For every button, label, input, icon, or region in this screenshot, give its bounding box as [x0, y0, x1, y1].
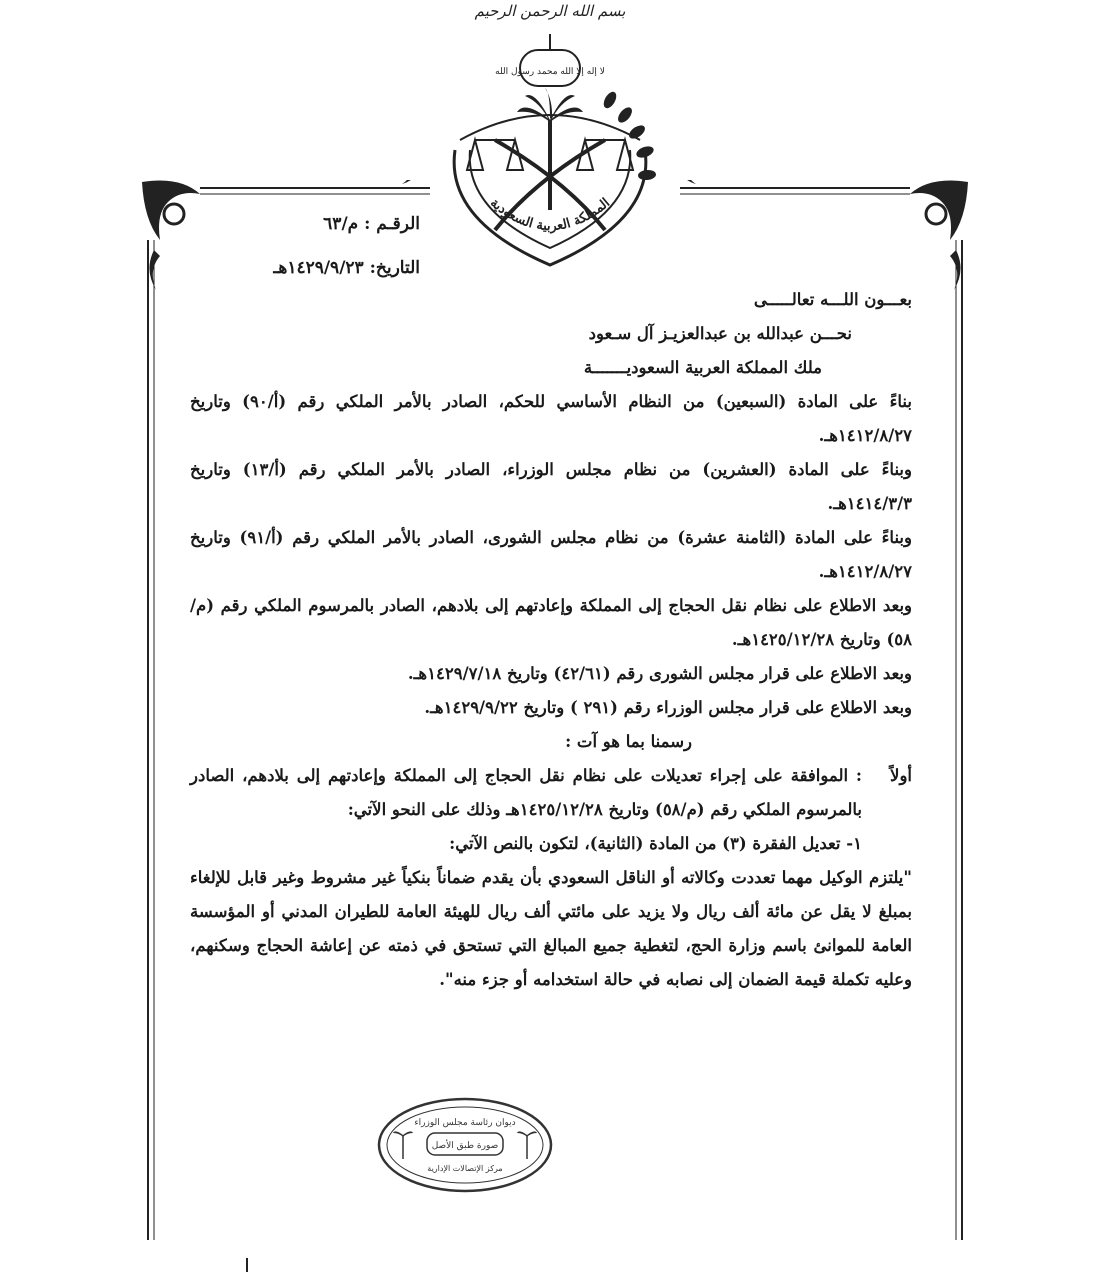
margin-tick — [246, 1258, 248, 1272]
emblem-top-text: لا إله إلا الله محمد رسول الله — [495, 67, 605, 77]
stamp-line-2: صورة طبق الأصل — [431, 1141, 499, 1151]
paragraph-3: وبناءً على المادة (الثامنة عشرة) من نظام مجلس الشورى، الصادر بالأمر الملكي رقم (أ/٩١) وتاريخ ١٤١٢/٨/٢٧هـ. — [190, 528, 912, 581]
kingdom-emblem — [425, 30, 675, 270]
paragraph-6: وبعد الاطلاع على قرار مجلس الوزراء رقم (٢٩١ ) وتاريخ ١٤٢٩/٩/٢٢هـ. — [424, 698, 912, 717]
sub-item-1: ١- تعديل الفقرة (٣) من المادة (الثانية)، لتكون بالنص الآتي: — [449, 834, 862, 853]
quoted-text: "يلتزم الوكيل مهما تعددت وكالاته أو الناقل السعودي بأن يقدم ضماناً بنكياً غير مشروط وغير قابل للإلغاء بمبلغ لا يقل عن مائة ألف ريال ولا يزيد على مائتي ألف ريال للهيئة العامة للطيران المدني أو المؤسسة العامة للموانئ باسم وزارة الحج، لتغطية جميع المبالغ التي تستحق في ذمته عن إعاشة الحجاج وسكنهم، وعليه تكملة قيمة الضمان إلى نصابه في حالة استخدامه أو جزء منه". — [190, 868, 912, 989]
item-first-text — [190, 759, 862, 861]
opening-line-3: ملك المملكة العربية السعوديـــــــة — [583, 358, 822, 377]
paragraph-4: وبعد الاطلاع على نظام نقل الحجاج إلى المملكة وإعادتهم إلى بلادهم، الصادر بالمرسوم الملكي رقم (م/٥٨) وتاريخ ١٤٢٥/١٢/٢٨هـ. — [190, 596, 912, 649]
paragraph-5: وبعد الاطلاع على قرار مجلس الشورى رقم (٤٢/٦١) وتاريخ ١٤٢٩/٧/١٨هـ. — [407, 664, 912, 683]
bismillah-heading: بسم الله الرحمن الرحيم — [474, 2, 626, 20]
stamp-emblem-left-icon — [393, 1131, 413, 1159]
reference-number: الرقـم : م/٦٣ — [323, 214, 420, 234]
corner-ornament-top-right — [910, 181, 968, 291]
reference-date: التاريخ: ١٤٢٩/٩/٢٣هـ — [273, 258, 420, 278]
stamp-emblem-right-icon — [517, 1131, 537, 1159]
paragraph-2: وبناءً على المادة (العشرين) من نظام مجلس الوزراء، الصادر بالأمر الملكي رقم (أ/١٣) وتاريخ ١٤١٤/٣/٣هـ. — [190, 460, 912, 513]
stamp-line-3: مركز الإتصالات الإدارية — [427, 1164, 503, 1173]
paragraph-1: بناءً على المادة (السبعين) من النظام الأساسي للحكم، الصادر بالأمر الملكي رقم (أ/٩٠) وتاريخ ١٤١٢/٨/٢٧هـ. — [190, 392, 912, 445]
stamp-line-1: ديوان رئاسة مجلس الوزراء — [414, 1118, 516, 1128]
item-first-intro: : الموافقة على إجراء تعديلات على نظام نقل الحجاج إلى المملكة وإعادتهم إلى بلادهم، الصادر بالمرسوم الملكي رقم (م/٥٨) وتاريخ ١٤٢٥/١٢/٢٨هـ وذلك على النحو الآتي: — [190, 766, 862, 819]
decree-body — [190, 283, 912, 997]
item-first-label: أولاً — [890, 766, 912, 785]
item-first — [190, 759, 912, 861]
opening-line-2: نحـــن عبدالله بن عبدالعزيـز آل سـعود — [588, 324, 852, 343]
opening-line-1: بعـــون اللـــه تعالـــــى — [753, 290, 912, 309]
decree-line: رسمنا بما هو آت : — [565, 732, 692, 751]
reference-block — [190, 202, 420, 290]
emblem-band-text: المملكة العربية السعودية — [487, 195, 613, 235]
official-stamp — [375, 1095, 555, 1195]
